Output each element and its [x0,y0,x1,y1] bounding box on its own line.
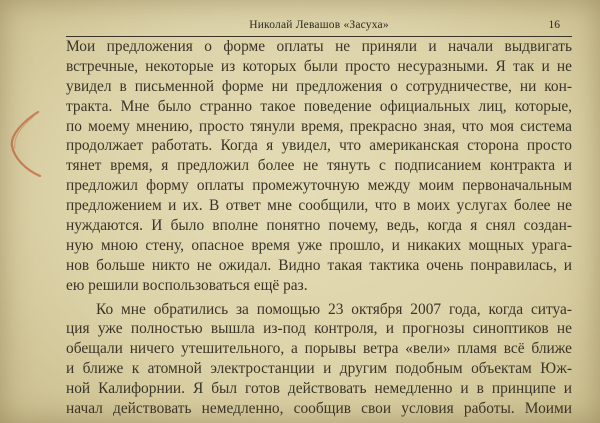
paragraph [66,37,572,296]
text-line: ция уже полностью вышла из-под контроля, и прогнозы синоптиков не [66,320,572,338]
header-title: Николай Левашов «Засуха» [249,19,389,31]
text-line: и ближе к атомной электростанции и другим подобным объектам Юж- [66,360,572,378]
text-line: тянет время, я предложил более не тянуть с подписанием контракта и [66,157,572,175]
text-line: увидел в письменной форме ни предложения о сотрудничестве, ни кон- [66,77,572,95]
text-line: начал действовать немедленно, сообщив свои условия работы. Моими [66,400,572,418]
text-line: по моему мнению, просто тянули время, прекрасно зная, что моя система [66,117,572,135]
text-line: Мои предложения о форме оплаты не приняли и начали выдвигать [66,38,572,55]
text-line: тракта. Мне было странно такое поведение официальных лиц, которые, [66,97,572,115]
text-line: нуждаются. И было вполне понятно почему, ведь, когда я снял создан- [66,217,572,235]
text-line: встречные, некоторые из которых были просто несуразными. Я так и не [66,57,572,75]
text-line: ную мною стену, опасное время уже прошло, и никаких мощных урага- [66,236,572,254]
pencil-mark-icon [4,108,44,180]
text-line: предложил форму оплаты промежуточную между моим первоначальным [66,177,572,195]
text-line: предложением и их. В ответ мне сообщили, что в моих услугах более не [66,197,572,215]
body-text [66,37,572,419]
text-line: обещали ничего утешительного, а порывы ветра «вели» пламя всё ближе [66,340,572,358]
text-line: Ко мне обратились за помощью 23 октября 2007 года, когда ситуа- [96,300,572,318]
running-header [66,19,572,37]
text-line: ею решили воспользоваться ещё раз. [66,276,308,294]
text-line: нов больше никто не ожидал. Видно такая тактика очень понравилась, и [66,256,572,274]
paragraph [66,300,572,419]
text-line: ной Калифорнии. Я был готов действовать немедленно и в принципе и [66,380,572,398]
page-number: 16 [548,19,560,31]
text-line: продолжает работать. Когда я увидел, что американская сторона просто [66,137,572,155]
